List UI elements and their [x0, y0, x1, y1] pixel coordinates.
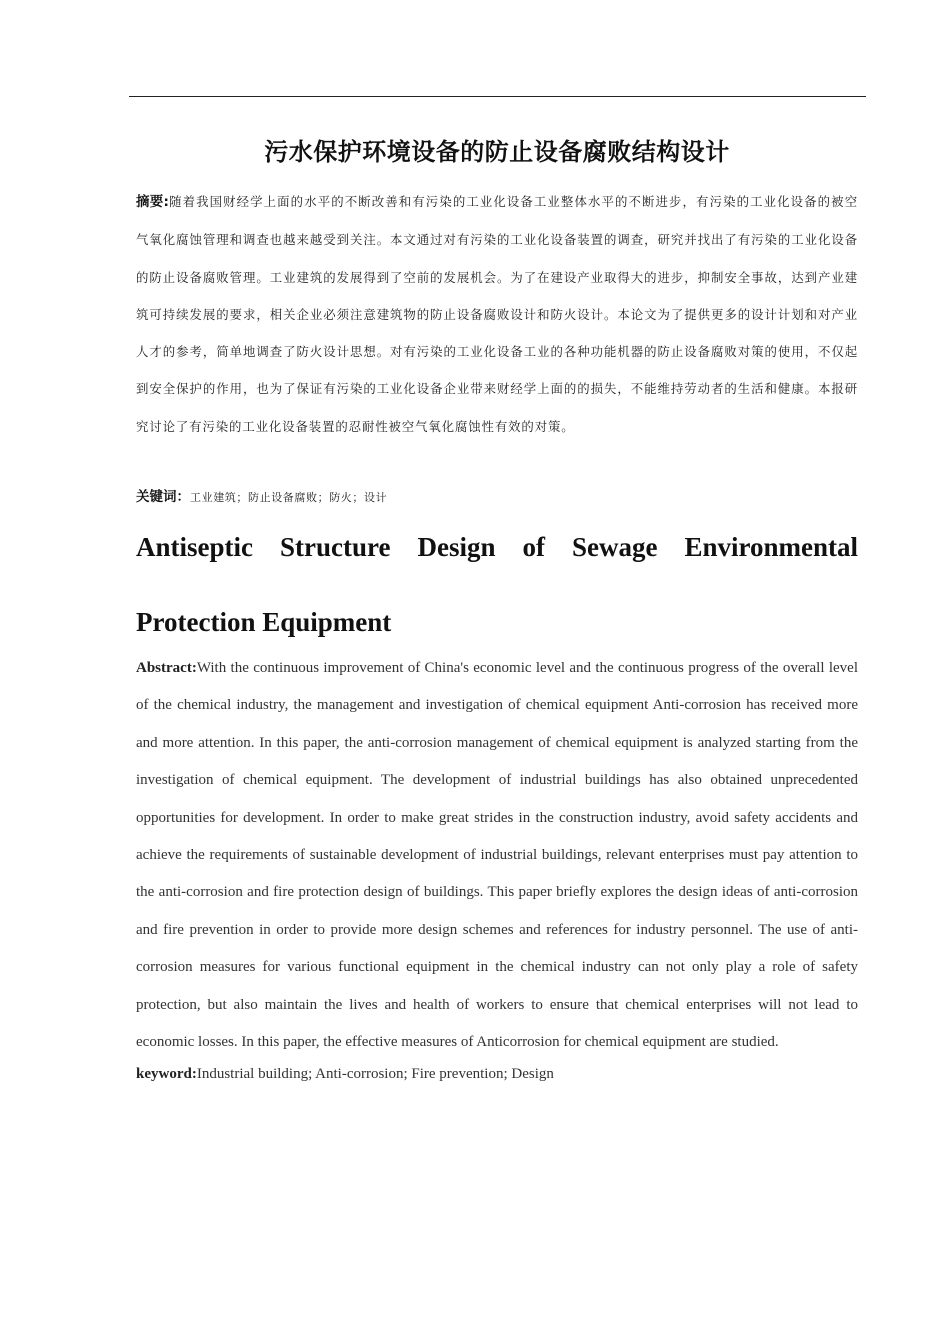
header-rule — [129, 96, 866, 97]
english-title: Antiseptic Structure Design of Sewage Environmental Protection Equipment — [136, 532, 858, 637]
chinese-abstract — [136, 183, 858, 445]
chinese-abstract-label: 摘要: — [136, 194, 169, 210]
chinese-keywords-label: 关键词： — [136, 489, 190, 505]
english-abstract — [136, 650, 858, 1061]
english-keywords — [136, 1061, 858, 1087]
english-abstract-text: With the continuous improvement of China's economic level and the continuous progress of the overall level of the chemical industry, the management and investigation of chemical equipment Anti-corrosion has received more and more attention. In this paper, the anti-corrosion management of chemical equipment is analyzed starting from the investigation of chemical equipment. The development of industrial buildings has also obtained unprecedented opportunities for development. In order to make great strides in the construction industry, avoid safety accidents and achieve the requirements of sustainable development of industrial buildings, relevant enterprises must pay attention to the anti-corrosion and fire protection design of buildings. This paper briefly explores the design ideas of anti-corrosion and fire prevention in order to provide more design schemes and references for industry personnel. The use of anti-corrosion measures for various functional equipment in the chemical industry can not only play a role of safety protection, but also maintain the lives and health of workers to ensure that chemical enterprises will not lead to economic losses. In this paper, the effective measures of Anticorrosion for chemical equipment are studied. — [136, 660, 858, 1051]
english-abstract-label: Abstract: — [136, 660, 197, 676]
chinese-title: 污水保护环境设备的防止设备腐败结构设计 — [264, 138, 730, 166]
english-keywords-text: Industrial building; Anti-corrosion; Fire prevention; Design — [196, 1066, 554, 1082]
chinese-keywords-text: 工业建筑；防止设备腐败；防火；设计 — [190, 491, 388, 504]
english-keywords-label: keyword: — [136, 1066, 197, 1082]
chinese-keywords — [136, 485, 858, 510]
chinese-abstract-text: 随着我国财经学上面的水平的不断改善和有污染的工业化设备工业整体水平的不断进步，有污染的工业化设备的被空气氧化腐蚀管理和调查也越来越受到关注。本文通过对有污染的工业化设备装置的调查，研究并找出了有污染的工业化设备的防止设备腐败管理。工业建筑的发展得到了空前的发展机会。为了在建设产业取得大的进步，抑制安全事故，达到产业建筑可持续发展的要求，相关企业必须注意建筑物的防止设备腐败设计和防火设计。本论文为了提供更多的设计计划和对产业人才的参考，简单地调查了防火设计思想。对有污染的工业化设备工业的各种功能机器的防止设备腐败对策的使用，不仅起到安全保护的作用，也为了保证有污染的工业化设备企业带来财经学上面的的损失，不能维持劳动者的生活和健康。本报研究讨论了有污染的工业化设备装置的忍耐性被空气氧化腐蚀性有效的对策。 — [136, 194, 858, 434]
